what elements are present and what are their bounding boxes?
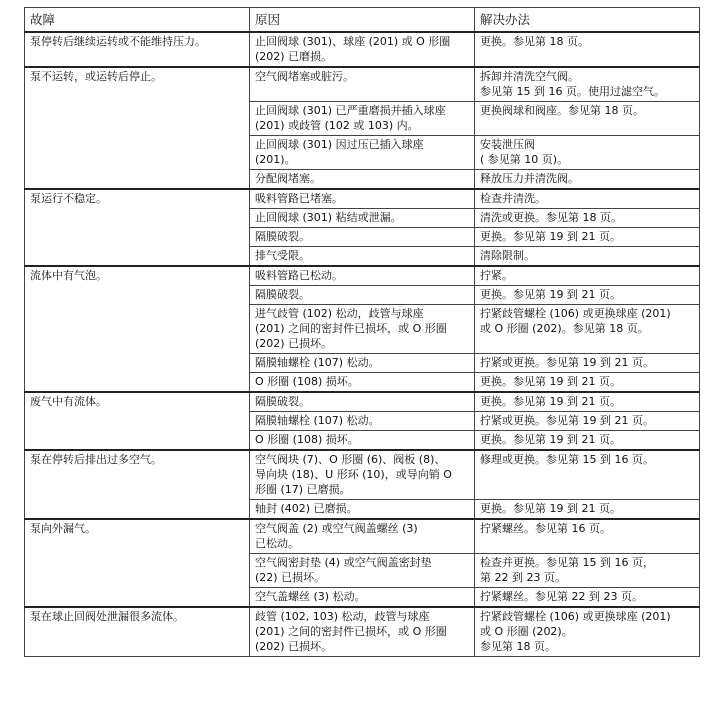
solution-cell: 更换。参见第 19 到 21 页。	[475, 286, 700, 305]
cause-cell: 隔膜破裂。	[250, 286, 475, 305]
table-row	[25, 266, 700, 286]
cause-cell: 分配阀堵塞。	[250, 170, 475, 190]
table-row	[25, 67, 700, 102]
solution-cell: 更换。参见第 19 到 21 页。	[475, 373, 700, 393]
header-fault: 故障	[25, 8, 250, 33]
cause-cell: 进气歧管 (102) 松动，歧管与球座 (201) 之间的密封件已损坏，或 O 形圈 (202) 已损坏。	[250, 305, 475, 354]
cause-cell: 止回阀球 (301) 已严重磨损并插入球座 (201) 或歧管 (102 或 103) 内。	[250, 102, 475, 136]
solution-cell: 修理或更换。参见第 15 到 16 页。	[475, 450, 700, 500]
cause-cell: O 形圈 (108) 损坏。	[250, 373, 475, 393]
cause-cell: 隔膜破裂。	[250, 392, 475, 412]
cause-cell: 空气阀堵塞或脏污。	[250, 67, 475, 102]
solution-cell: 更换。参见第 19 到 21 页。	[475, 392, 700, 412]
fault-cell: 泵停转后继续运转或不能维持压力。	[25, 32, 250, 67]
solution-cell: 安装泄压阀 ( 参见第 10 页)。	[475, 136, 700, 170]
solution-cell: 拧紧歧管螺栓 (106) 或更换球座 (201) 或 O 形圈 (202)。参见第 18 页。	[475, 305, 700, 354]
solution-cell: 拧紧螺丝。参见第 22 到 23 页。	[475, 588, 700, 608]
header-cause: 原因	[250, 8, 475, 33]
cause-cell: 空气阀盖 (2) 或空气阀盖螺丝 (3) 已松动。	[250, 519, 475, 554]
fault-cell: 泵向外漏气。	[25, 519, 250, 607]
table-row	[25, 392, 700, 412]
solution-cell: 拧紧歧管螺栓 (106) 或更换球座 (201) 或 O 形圈 (202)。 参见第 18 页。	[475, 607, 700, 657]
solution-cell: 拧紧或更换。参见第 19 到 21 页。	[475, 354, 700, 373]
cause-cell: 止回阀球 (301) 因过压已插入球座 (201)。	[250, 136, 475, 170]
solution-cell: 检查并更换。参见第 15 到 16 页， 第 22 到 23 页。	[475, 554, 700, 588]
cause-cell: 排气受限。	[250, 247, 475, 267]
cause-cell: 轴封 (402) 已磨损。	[250, 500, 475, 520]
cause-cell: 隔膜破裂。	[250, 228, 475, 247]
cause-cell: 止回阀球 (301) 粘结或泄漏。	[250, 209, 475, 228]
table-body	[25, 32, 700, 657]
cause-cell: 空气阀块 (7)、O 形圈 (6)、阀板 (8)、 导向块 (18)、U 形环 (10)，或导向销 O 形圈 (17) 已磨损。	[250, 450, 475, 500]
fault-cell: 泵不运转，或运转后停止。	[25, 67, 250, 189]
cause-cell: O 形圈 (108) 损坏。	[250, 431, 475, 451]
cause-cell: 空气盖螺丝 (3) 松动。	[250, 588, 475, 608]
cause-cell: 吸料管路已堵塞。	[250, 189, 475, 209]
solution-cell: 拧紧螺丝。参见第 16 页。	[475, 519, 700, 554]
solution-cell: 拆卸并清洗空气阀。 参见第 15 到 16 页。使用过滤空气。	[475, 67, 700, 102]
cause-cell: 止回阀球 (301)、球座 (201) 或 O 形圈 (202) 已磨损。	[250, 32, 475, 67]
fault-cell: 流体中有气泡。	[25, 266, 250, 392]
fault-cell: 泵在停转后排出过多空气。	[25, 450, 250, 519]
header-solution: 解决办法	[475, 8, 700, 33]
table-row	[25, 519, 700, 554]
solution-cell: 拧紧。	[475, 266, 700, 286]
solution-cell: 更换。参见第 18 页。	[475, 32, 700, 67]
solution-cell: 更换。参见第 19 到 21 页。	[475, 228, 700, 247]
fault-cell: 泵运行不稳定。	[25, 189, 250, 266]
cause-cell: 空气阀密封垫 (4) 或空气阀盖密封垫 (22) 已损坏。	[250, 554, 475, 588]
cause-cell: 隔膜轴螺栓 (107) 松动。	[250, 412, 475, 431]
table-row	[25, 607, 700, 657]
cause-cell: 歧管 (102, 103) 松动，歧管与球座 (201) 之间的密封件已损坏，或 O 形圈 (202) 已损坏。	[250, 607, 475, 657]
table-row	[25, 450, 700, 500]
cause-cell: 隔膜轴螺栓 (107) 松动。	[250, 354, 475, 373]
solution-cell: 更换。参见第 19 到 21 页。	[475, 431, 700, 451]
fault-cell: 废气中有流体。	[25, 392, 250, 450]
table-row	[25, 189, 700, 209]
header-row	[25, 8, 700, 33]
solution-cell: 更换。参见第 19 到 21 页。	[475, 500, 700, 520]
fault-cell: 泵在球止回阀处泄漏很多流体。	[25, 607, 250, 657]
solution-cell: 释放压力并清洗阀。	[475, 170, 700, 190]
troubleshooting-table	[24, 7, 700, 657]
solution-cell: 清洗或更换。参见第 18 页。	[475, 209, 700, 228]
solution-cell: 清除限制。	[475, 247, 700, 267]
solution-cell: 更换阀球和阀座。参见第 18 页。	[475, 102, 700, 136]
cause-cell: 吸料管路已松动。	[250, 266, 475, 286]
solution-cell: 拧紧或更换。参见第 19 到 21 页。	[475, 412, 700, 431]
table-row	[25, 32, 700, 67]
solution-cell: 检查并清洗。	[475, 189, 700, 209]
